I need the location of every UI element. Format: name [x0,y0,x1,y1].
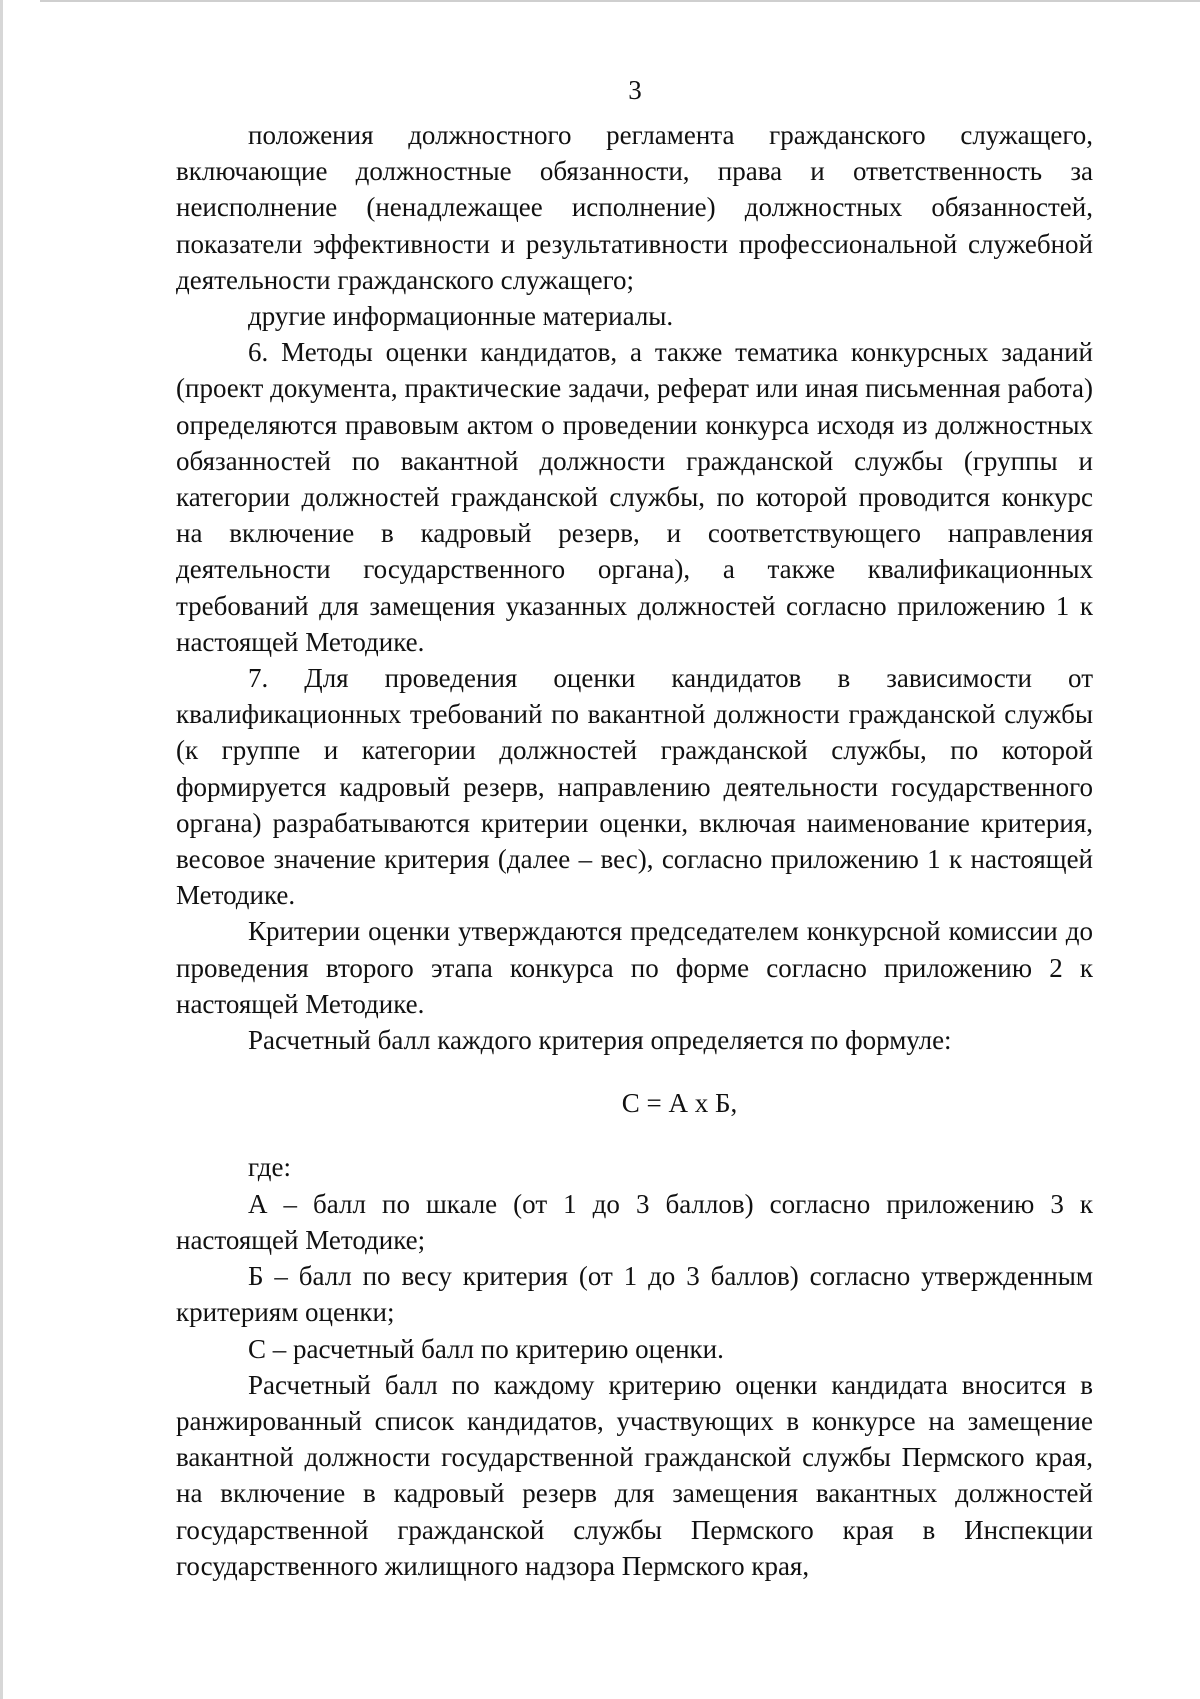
paragraph-regulation: положения должностного регламента гражданского служащего, включающие должностные обязанности, права и ответственность за неисполнение (ненадлежащее исполнение) должностных обязанностей, показатели эффективности и результативности профессиональной служебной деятельности гражданского служащего; [176,120,1093,295]
paragraph-criteria-approval: Критерии оценки утверждаются председателем конкурсной комиссии до проведения второго этапа конкурса по форме согласно приложению 2 к настоящей Методике. [176,916,1093,1019]
scan-edge-left [0,0,3,1699]
paragraph-other-materials: другие информационные материалы. [248,301,674,332]
definition-b: Б – балл по весу критерия (от 1 до 3 баллов) согласно утвержденным критериям оценки; [176,1261,1093,1328]
where-label: где: [248,1152,291,1183]
page-number: 3 [628,75,642,105]
paragraph-item-7: 7. Для проведения оценки кандидатов в зависимости от квалификационных требований по вакантной должности гражданской службы (к группе и категории должностей гражданской службы, по которой формируется кадровый резерв, направлению деятельности государственного органа) разрабатываются критерии оценки, включая наименование критерия, весовое значение критерия (далее – вес), согласно приложению 1 к настоящей Методике. [176,663,1093,911]
formula: С = А х Б, [621,1088,738,1119]
paragraph-formula-intro: Расчетный балл каждого критерия определяется по формуле: [248,1025,952,1056]
paragraph-ranked-list: Расчетный балл по каждому критерию оценки кандидата вносится в ранжированный список кандидатов, участвующих в конкурсе на замещение вакантной должности государственной гражданской службы Пермского края, на включение в кадровый резерв для замещения вакантных должностей государственной гражданской службы Пермского края в Инспекции государственного жилищного надзора Пермского края, [176,1369,1093,1581]
definition-c: С – расчетный балл по критерию оценки. [248,1333,724,1364]
definition-a: А – балл по шкале (от 1 до 3 баллов) согласно приложению 3 к настоящей Методике; [176,1188,1093,1255]
paragraph-item-6: 6. Методы оценки кандидатов, а также тематика конкурсных заданий (проект документа, практические задачи, реферат или иная письменная работа) определяются правовым актом о проведении конкурса исходя из должностных обязанностей по вакантной должности гражданской службы (группы и категории должностей гражданской службы, по которой проводится конкурс на включение в кадровый резерв, и соответствующего направления деятельности государственного органа), а также квалификационных требований для замещения указанных должностей согласно приложению 1 к настоящей Методике. [176,337,1093,657]
scan-edge-top [40,0,1200,2]
document-body [176,117,1093,1584]
